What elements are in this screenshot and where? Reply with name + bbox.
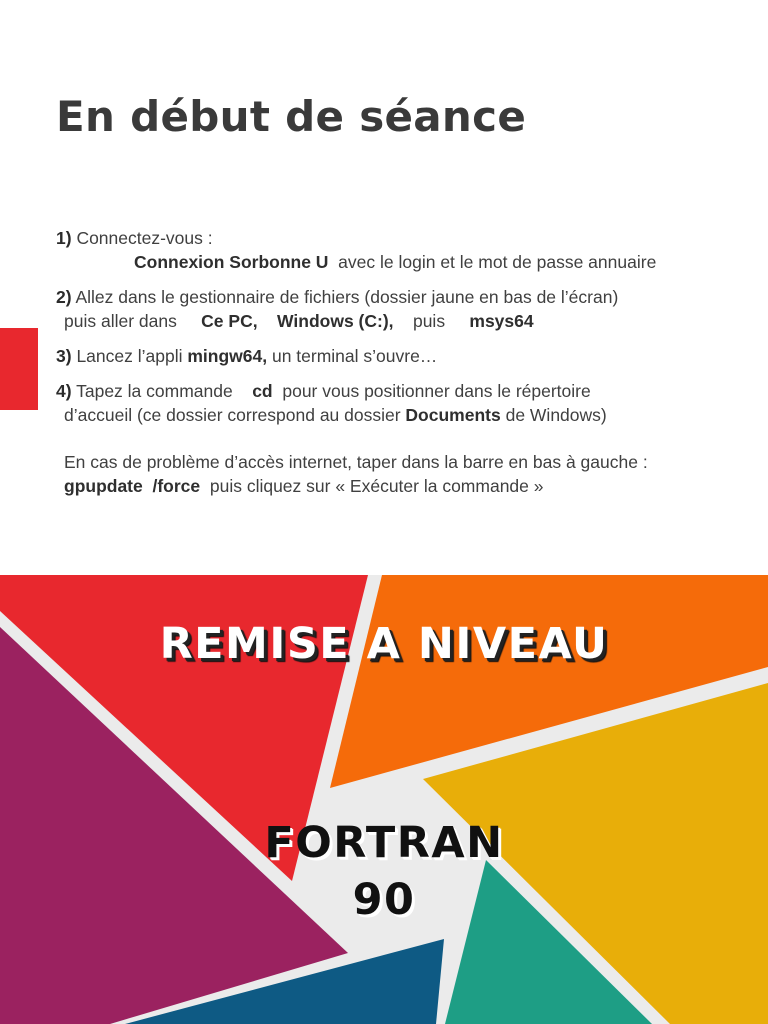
step-text-cont: puis aller dans <box>64 311 182 331</box>
step-3 <box>56 344 746 368</box>
step-number: 2) <box>56 287 72 307</box>
step-text: Lancez l’appli <box>76 346 188 366</box>
app-name: mingw64, <box>187 346 268 366</box>
page-title: En début de séance <box>56 92 527 141</box>
step-text: Tapez la commande <box>76 381 238 401</box>
course-title <box>0 815 768 929</box>
step-number: 3) <box>56 346 72 366</box>
banner-title: REMISE A NIVEAU <box>159 619 609 669</box>
course-title-line-1: FORTRAN <box>264 818 504 868</box>
step-text: Allez dans le gestionnaire de fichiers (dossier jaune en bas de l’écran) <box>75 287 619 307</box>
note-line-end: puis cliquez sur « Exécuter la commande » <box>200 476 544 496</box>
title-slide <box>0 575 768 1024</box>
command-cd: cd <box>252 381 273 401</box>
step-2 <box>56 285 746 333</box>
step-number: 1) <box>56 228 72 248</box>
internet-help-note <box>56 450 746 498</box>
path-this-pc: Ce PC, <box>201 311 258 331</box>
note-line: En cas de problème d’accès internet, taper dans la barre en bas à gauche : <box>64 452 648 472</box>
steps-list <box>56 226 746 498</box>
step-text-end: de Windows) <box>500 405 607 425</box>
step-text: Connectez-vous : <box>76 228 213 248</box>
login-method: Connexion Sorbonne U <box>134 252 329 272</box>
folder-documents: Documents <box>405 405 501 425</box>
step-1 <box>56 226 746 274</box>
step-detail: avec le login et le mot de passe annuaire <box>328 252 657 272</box>
course-title-line-2: 90 <box>352 875 416 925</box>
path-join: puis <box>412 311 446 331</box>
step-4 <box>56 379 746 427</box>
step-number: 4) <box>56 381 72 401</box>
path-msys64: msys64 <box>469 311 534 331</box>
step-text-cont: d’accueil (ce dossier correspond au dossier <box>64 405 406 425</box>
path-windows-c: Windows (C:), <box>277 311 394 331</box>
step-text-end: pour vous positionner dans le répertoire <box>272 381 591 401</box>
step-text-end: un terminal s’ouvre… <box>267 346 438 366</box>
command-gpupdate: gpupdate /force <box>64 476 201 496</box>
accent-tab <box>0 328 38 410</box>
